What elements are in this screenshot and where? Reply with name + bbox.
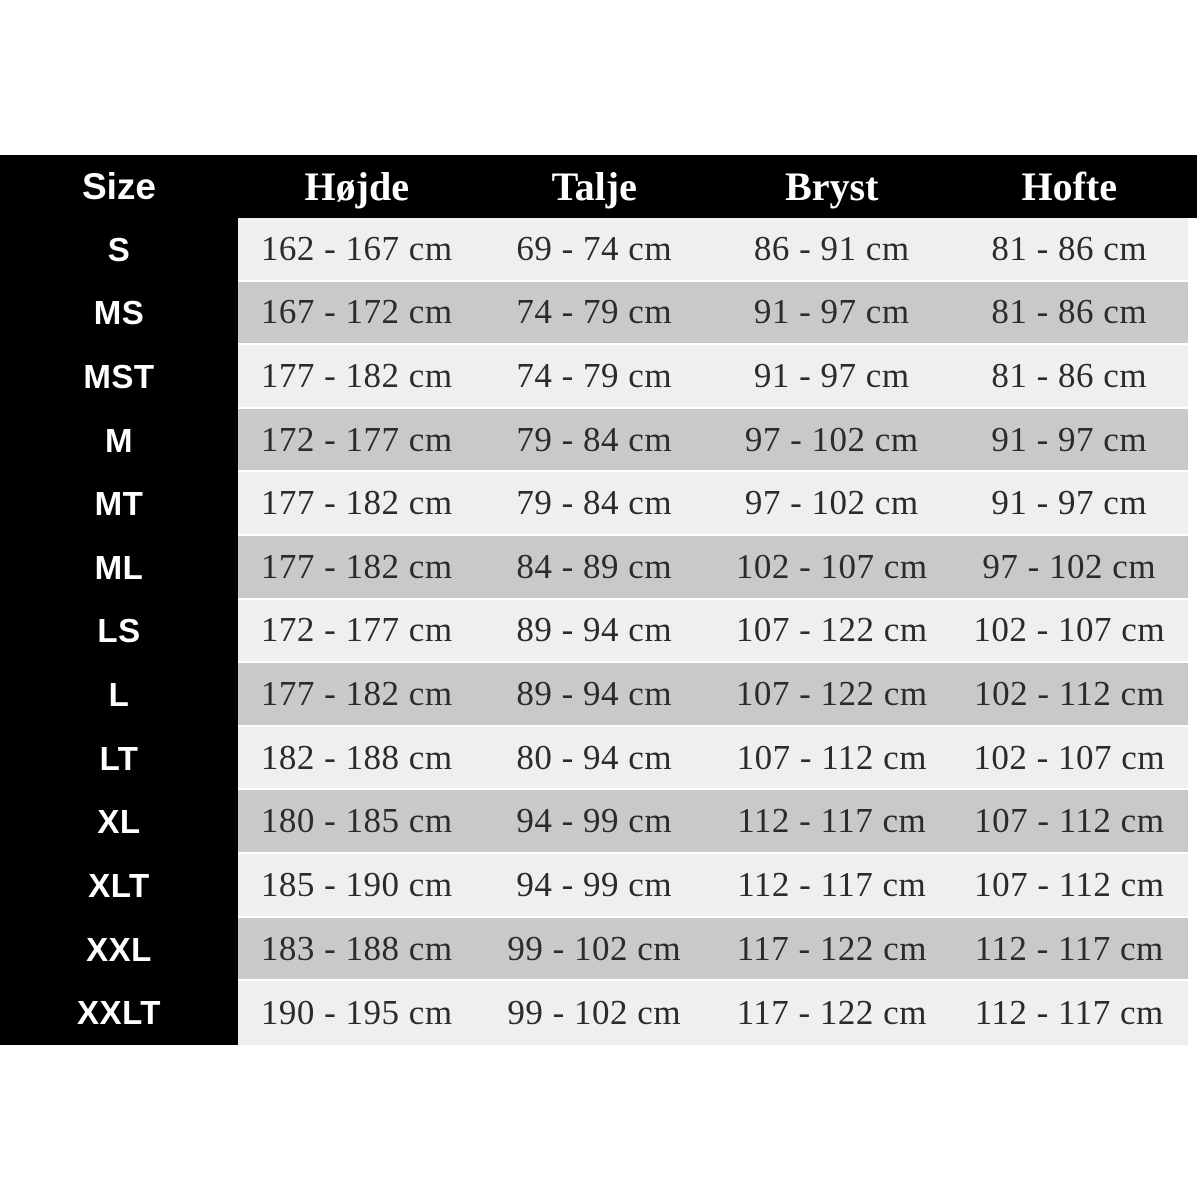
table-cell: 107 - 112 cm [974, 864, 1165, 904]
table-row [238, 536, 1188, 600]
table-row [238, 409, 1188, 473]
size-label: M [105, 421, 133, 459]
size-label: XL [97, 803, 141, 841]
table-cell: 94 - 99 cm [516, 864, 673, 904]
table-cell: 162 - 167 cm [260, 228, 453, 268]
table-cell: 112 - 117 cm [737, 801, 927, 841]
table-cell: 182 - 188 cm [260, 737, 453, 777]
table-cell: 91 - 97 cm [753, 356, 910, 396]
table-row [238, 727, 1188, 791]
table-cell: 74 - 79 cm [516, 356, 673, 396]
table-cell: 97 - 102 cm [744, 483, 919, 523]
table-cell: 79 - 84 cm [516, 419, 673, 459]
table-cell: 91 - 97 cm [991, 419, 1148, 459]
table-cell: 89 - 94 cm [516, 610, 673, 650]
column-header-size: Size [81, 166, 157, 207]
table-cell: 97 - 102 cm [744, 419, 919, 459]
size-column [0, 218, 238, 1045]
table-cell: 81 - 86 cm [991, 228, 1148, 268]
size-label: MST [83, 358, 155, 396]
table-cell: 177 - 182 cm [260, 546, 453, 586]
size-label: MT [94, 485, 144, 523]
table-cell: 190 - 195 cm [260, 993, 453, 1033]
table-cell: 107 - 122 cm [735, 610, 928, 650]
table-header-row [0, 155, 1197, 218]
table-cell: 97 - 102 cm [982, 546, 1157, 586]
table-cell: 69 - 74 cm [516, 228, 673, 268]
table-cell: 112 - 117 cm [974, 993, 1164, 1033]
column-header-talje: Talje [551, 164, 637, 209]
table-cell: 167 - 172 cm [260, 292, 453, 332]
table-cell: 107 - 122 cm [735, 674, 928, 714]
table-cell: 112 - 117 cm [974, 928, 1164, 968]
table-cell: 107 - 112 cm [974, 801, 1165, 841]
table-row [238, 854, 1188, 918]
table-row [238, 918, 1188, 982]
table-cell: 91 - 97 cm [991, 483, 1148, 523]
table-cell: 172 - 177 cm [260, 419, 453, 459]
table-cell: 185 - 190 cm [260, 864, 453, 904]
table-row [238, 345, 1188, 409]
table-cell: 117 - 122 cm [736, 928, 927, 968]
table-cell: 177 - 182 cm [260, 483, 453, 523]
table-cell: 117 - 122 cm [736, 993, 927, 1033]
column-header-hofte: Hofte [1021, 164, 1117, 209]
table-row [238, 790, 1188, 854]
table-cell: 102 - 107 cm [735, 546, 928, 586]
table-row [238, 600, 1188, 664]
table-row [238, 663, 1188, 727]
table-cell: 99 - 102 cm [507, 993, 682, 1033]
column-header-bryst: Bryst [785, 164, 879, 209]
table-cell: 107 - 112 cm [736, 737, 927, 777]
table-cell: 102 - 107 cm [973, 737, 1166, 777]
table-row [238, 981, 1188, 1045]
table-cell: 177 - 182 cm [260, 356, 453, 396]
size-label: ML [94, 548, 144, 586]
table-cell: 180 - 185 cm [260, 801, 453, 841]
table-cell: 81 - 86 cm [991, 292, 1148, 332]
table-cell: 99 - 102 cm [507, 928, 682, 968]
table-cell: 112 - 117 cm [737, 864, 927, 904]
table-cell: 84 - 89 cm [516, 546, 673, 586]
table-cell: 81 - 86 cm [991, 356, 1148, 396]
table-row [238, 472, 1188, 536]
size-label: XXL [86, 930, 152, 968]
table-cell: 89 - 94 cm [516, 674, 673, 714]
table-cell: 102 - 107 cm [973, 610, 1166, 650]
table-cell: 91 - 97 cm [753, 292, 910, 332]
size-label: XXLT [77, 994, 161, 1032]
table-cell: 102 - 112 cm [974, 674, 1165, 714]
table-row [238, 282, 1188, 346]
table-cell: 94 - 99 cm [516, 801, 673, 841]
size-label: MS [93, 294, 145, 332]
size-label: LT [99, 739, 139, 777]
table-cell: 80 - 94 cm [516, 737, 673, 777]
table-cell: 86 - 91 cm [753, 228, 910, 268]
table-body [238, 218, 1188, 1045]
table-cell: 172 - 177 cm [260, 610, 453, 650]
size-chart-table [0, 155, 1200, 1045]
size-label: L [108, 676, 130, 714]
table-cell: 177 - 182 cm [260, 674, 453, 714]
size-label: S [107, 230, 131, 268]
table-row [238, 218, 1188, 282]
table-cell: 74 - 79 cm [516, 292, 673, 332]
size-label: LS [97, 612, 141, 650]
size-label: XLT [88, 866, 150, 904]
table-cell: 79 - 84 cm [516, 483, 673, 523]
column-header-hojde: Højde [304, 164, 409, 209]
table-cell: 183 - 188 cm [260, 928, 453, 968]
